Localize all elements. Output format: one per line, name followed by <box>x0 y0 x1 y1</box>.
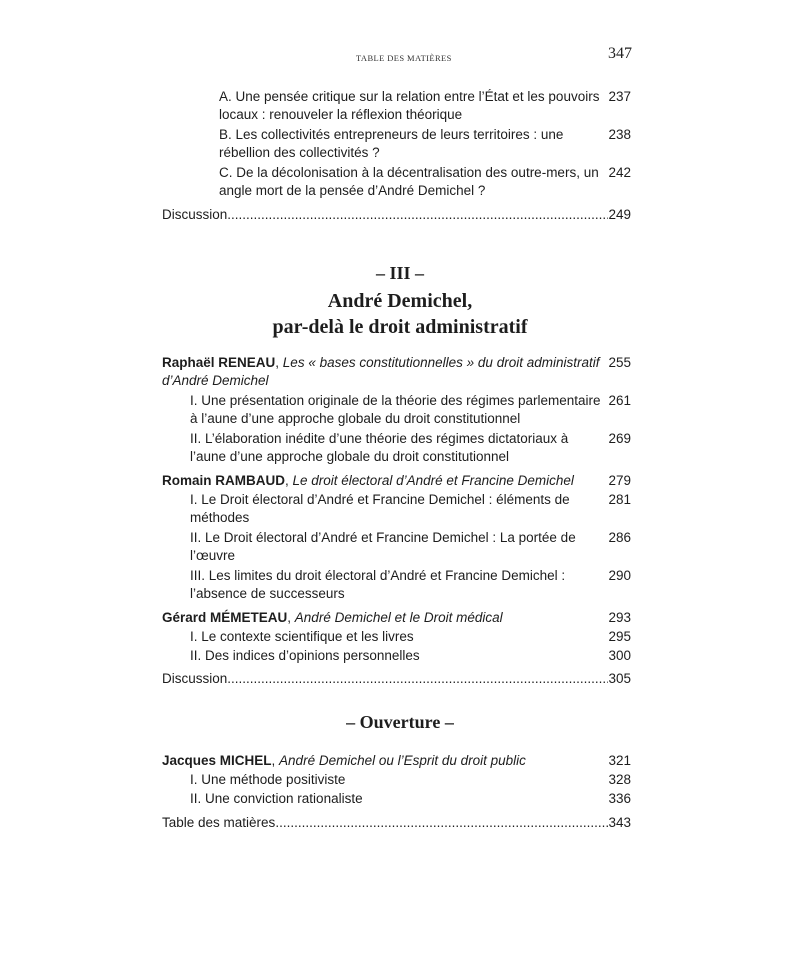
section-page: 328 <box>608 772 631 787</box>
toc-entry-page: 237 <box>608 89 631 104</box>
section-page: 300 <box>608 648 631 663</box>
contribution-page: 321 <box>608 753 631 768</box>
section-page: 261 <box>608 393 631 408</box>
contribution-entry: Romain RAMBAUD, Le droit électoral d’André et Francine Demichel 279 <box>162 473 631 488</box>
contribution-title: André Demichel et le Droit médical <box>294 610 503 625</box>
opening-title: – Ouverture – <box>346 712 454 732</box>
toc-entry-text: A. Une pensée critique sur la relation entre l’État et les pouvoirs locaux : renouveler la réflexion théorique <box>219 89 600 122</box>
contribution-page: 293 <box>608 610 631 625</box>
section-page: 295 <box>608 629 631 644</box>
section-text: II. Le Droit électoral d’André et Francine Demichel : La portée de l’œuvre <box>190 530 576 563</box>
contribution-page: 255 <box>608 355 631 370</box>
toc-final-entry <box>162 814 631 832</box>
section-text: III. Les limites du droit électoral d’André et Francine Demichel : l’absence de successeurs <box>190 568 566 601</box>
contribution-title: Le droit électoral d’André et Francine Demichel <box>292 473 574 488</box>
contribution-entry: Raphaël RENEAU, Les « bases constitutionnelles » du droit administratif d’André Demichel 255 <box>162 355 631 388</box>
part-number: – III – <box>375 263 424 283</box>
contribution-title: André Demichel ou l’Esprit du droit public <box>279 753 526 768</box>
author-name: Jacques MICHEL <box>162 753 272 768</box>
toc-entry <box>219 88 631 124</box>
section-entry <box>190 628 631 646</box>
toc-entry <box>219 126 631 162</box>
discussion-page: 305 <box>608 671 631 686</box>
toc-label: Table des matières <box>162 815 276 830</box>
section-entry <box>190 430 631 466</box>
toc-page-number: 343 <box>608 815 631 830</box>
section-entry <box>190 491 631 527</box>
section-text: II. L’élaboration inédite d’une théorie des régimes dictatoriaux à l’aune d’une approche globale du droit constitutionnel <box>190 431 569 464</box>
author-name: Gérard MÉMETEAU <box>162 610 288 625</box>
section-text: I. Une méthode positiviste <box>190 772 346 787</box>
toc-entry-text: B. Les collectivités entrepreneurs de leurs territoires : une rébellion des collectivités ? <box>219 127 564 160</box>
discussion-entry <box>162 670 631 688</box>
toc-entry <box>219 164 631 200</box>
section-page: 269 <box>608 431 631 446</box>
toc-entry-page: 238 <box>608 127 631 142</box>
toc-entry-text: C. De la décolonisation à la décentralisation des outre-mers, un angle mort de la pensée d’André Demichel ? <box>219 165 599 198</box>
running-head: TABLE DES MATIÈRES <box>356 53 452 63</box>
toc-entry-page: 242 <box>608 165 631 180</box>
contribution-title: Les « bases constitutionnelles » du droit administratif d’André Demichel <box>162 355 600 388</box>
section-entry <box>190 392 631 428</box>
section-entry <box>190 647 631 665</box>
dot-leader <box>275 814 608 832</box>
part-title-line1: André Demichel, <box>327 290 473 312</box>
dot-leader <box>227 206 608 224</box>
section-text: II. Des indices d’opinions personnelles <box>190 648 420 663</box>
section-entry <box>190 771 631 789</box>
section-text: I. Une présentation originale de la théorie des régimes parlementaire à l’aune d’une approche globale du droit constitutionnel <box>190 393 601 426</box>
section-page: 281 <box>608 492 631 507</box>
section-page: 290 <box>608 568 631 583</box>
section-entry <box>190 529 631 565</box>
section-text: I. Le contexte scientifique et les livres <box>190 629 414 644</box>
page-number: 347 <box>608 45 632 62</box>
author-name: Raphaël RENEAU <box>162 355 276 370</box>
contribution-entry: Gérard MÉMETEAU, André Demichel et le Droit médical 293 <box>162 610 631 625</box>
section-entry <box>190 790 631 808</box>
discussion-label: Discussion <box>162 671 228 686</box>
section-page: 336 <box>608 791 631 806</box>
contribution-entry: Jacques MICHEL, André Demichel ou l’Esprit du droit public 321 <box>162 753 631 768</box>
dot-leader <box>227 670 608 688</box>
section-page: 286 <box>608 530 631 545</box>
section-entry <box>190 567 631 603</box>
section-text: I. Le Droit électoral d’André et Francine Demichel : éléments de méthodes <box>190 492 570 525</box>
part-title-line2: par-delà le droit administratif <box>272 316 528 338</box>
discussion-label: Discussion <box>162 207 228 222</box>
discussion-entry <box>162 206 631 224</box>
discussion-page: 249 <box>608 207 631 222</box>
section-text: II. Une conviction rationaliste <box>190 791 363 806</box>
contribution-page: 279 <box>608 473 631 488</box>
author-name: Romain RAMBAUD <box>162 473 285 488</box>
